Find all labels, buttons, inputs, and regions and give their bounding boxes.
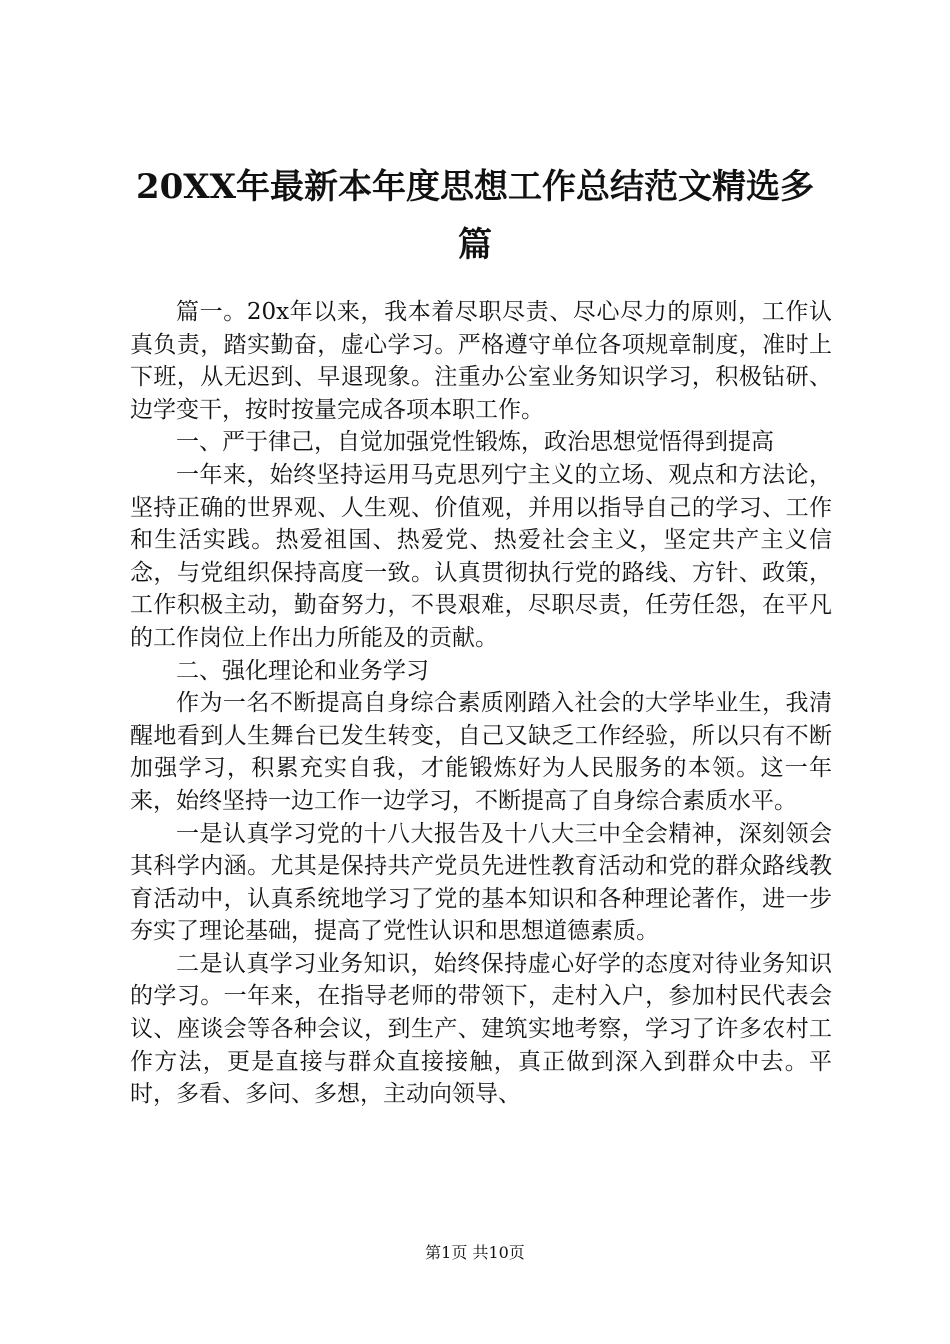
document-body: [130, 296, 832, 1111]
paragraph-intro: 篇一。20x年以来，我本着尽职尽责、尽心尽力的原则，工作认真负责，踏实勤奋，虚心学习。严格遵守单位各项规章制度，准时上下班，从无迟到、早退现象。注重办公室业务知识学习，积极钻研、边学变干，按时按量完成各项本职工作。: [130, 299, 832, 423]
paragraph-point-2: 二是认真学习业务知识，始终保持虚心好学的态度对待业务知识的学习。一年来，在指导老师的带领下，走村入户，参加村民代表会议、座谈会等各种会议，到生产、建筑实地考察，学习了许多农村工作方法，更是直接与群众直接接触，真正做到深入到群众中去。平时，多看、多问、多想，主动向领导、: [130, 950, 832, 1108]
page-footer: 第1页 共10页: [425, 1243, 525, 1262]
section-heading-1: 一、严于律己，自觉加强党性锻炼，政治思想觉悟得到提高: [176, 429, 774, 456]
paragraph-section-2: 作为一名不断提高自身综合素质刚踏入社会的大学毕业生，我清醒地看到人生舞台已发生转变，自己又缺乏工作经验，所以只有不断加强学习，积累充实自我，才能锻炼好为人民服务的本领。这一年来，始终坚持一边工作一边学习，不断提高了自身综合素质水平。: [130, 690, 832, 814]
section-heading-2: 二、强化理论和业务学习: [176, 657, 429, 684]
paragraph-point-1: 一是认真学习党的十八大报告及十八大三中全会精神，深刻领会其科学内涵。尤其是保持共产党员先进性教育活动和党的群众路线教育活动中，认真系统地学习了党的基本知识和各种理论著作，进一步夯实了理论基础，提高了党性认识和思想道德素质。: [130, 820, 832, 945]
document-title: 20XX年最新本年度思想工作总结范文精选多篇: [135, 167, 815, 265]
paragraph-section-1: 一年来，始终坚持运用马克思列宁主义的立场、观点和方法论，坚持正确的世界观、人生观、价值观，并用以指导自己的学习、工作和生活实践。热爱祖国、热爱党、热爱社会主义，坚定共产主义信念，与党组织保持高度一致。认真贯彻执行党的路线、方针、政策，工作积极主动，勤奋努力，不畏艰难，尽职尽责，任劳任怨，在平凡的工作岗位上作出力所能及的贡献。: [130, 461, 832, 651]
